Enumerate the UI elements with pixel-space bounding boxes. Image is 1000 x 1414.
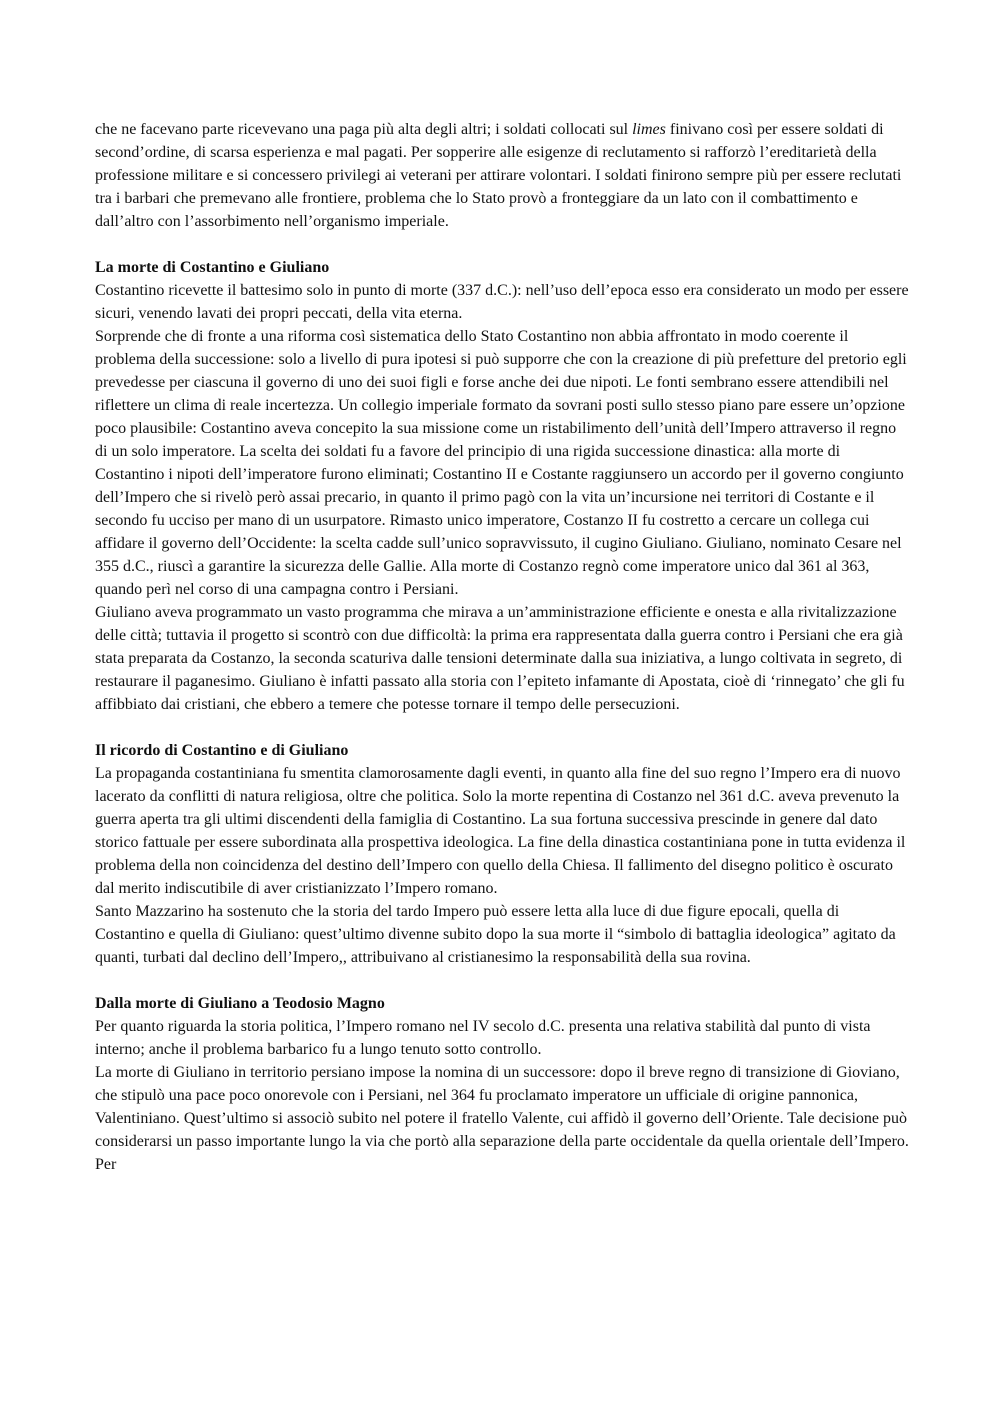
intro-text-part1: che ne facevano parte ricevevano una paga più alta degli altri; i soldati collocati sul [95,121,633,138]
section-heading: Il ricordo di Costantino e di Giuliano [95,742,349,759]
section-giuliano-teodosio [95,992,910,1176]
intro-text-part2: finivano così per essere soldati di second’ordine, di scarsa esperienza e mal pagati. Per sopperire alle esigenze di reclutamento si rafforzò l’ereditarietà della professione militare e si concessero privilegi ai veterani per attirare volontari. I soldati finirono sempre più per essere reclutati tra i barbari che premevano alle frontiere, problema che lo Stato provò a fronteggiare da un lato con il combattimento e dall’altro con l’assorbimento nell’organismo imperiale. [95,121,902,230]
section-paragraph: Costantino ricevette il battesimo solo in punto di morte (337 d.C.): nell’uso dell’epoca esso era considerato un modo per essere sicuri, venendo lavati dei propri peccati, della vita eterna. [95,282,909,322]
section-morte-costantino-giuliano [95,256,910,716]
section-paragraph: Per quanto riguarda la storia politica, l’Impero romano nel IV secolo d.C. presenta una relativa stabilità dal punto di vista interno; anche il problema barbarico fu a lungo tenuto sotto controllo. [95,1018,871,1058]
intro-paragraph [95,118,910,233]
section-paragraph: La morte di Giuliano in territorio persiano impose la nomina di un successore: dopo il breve regno di transizione di Gioviano, che stipulò una pace poco onorevole con i Persiani, nel 364 fu proclamato imperatore un ufficiale di origine pannonica, Valentiniano. Quest’ultimo si associò subito nel potere il fratello Valente, cui affidò il governo dell’Oriente. Tale decisione può considerarsi un passo importante lungo la via che portò alla separazione della parte occidentale da quella orientale dell’Impero. Per [95,1064,909,1173]
section-paragraph: Santo Mazzarino ha sostenuto che la storia del tardo Impero può essere letta alla luce di due figure epocali, quella di Costantino e quella di Giuliano: quest’ultimo divenne subito dopo la sua morte il “simbolo di battaglia ideologica” agitato da quanti, turbati dal declino dell’Impero,, attribuivano al cristianesimo la responsabilità della sua rovina. [95,903,896,966]
document-page [95,118,910,1176]
section-paragraph: La propaganda costantiniana fu smentita clamorosamente dagli eventi, in quanto alla fine del suo regno l’Impero era di nuovo lacerato da conflitti di natura religiosa, oltre che politica. Solo la morte repentina di Costanzo nel 361 d.C. aveva prevenuto la guerra aperta tra gli ultimi discendenti della famiglia di Costantino. La sua fortuna successiva prescinde in genere dal dato storico fattuale per essere subordinata alla prospettiva ideologica. La fine della dinastica costantiniana pone in tutta evidenza il problema della non coincidenza del destino dell’Impero con quello della Chiesa. Il fallimento del disegno politico è oscurato dal merito indiscutibile di aver cristianizzato l’Impero romano. [95,765,906,897]
section-paragraph: Sorprende che di fronte a una riforma così sistematica dello Stato Costantino non abbia affrontato in modo coerente il problema della successione: solo a livello di pura ipotesi si può supporre che con la creazione di più prefetture del pretorio egli prevedesse per ciascuna il governo di uno dei suoi figli e forse anche dei due nipoti. Le fonti sembrano essere attendibili nel riflettere un clima di reale incertezza. Un collegio imperiale formato da sovrani posti sullo stesso piano pare essere un’opzione poco plausibile: Costantino aveva concepito la sua missione come un ristabilimento dell’unità dell’Impero attraverso il regno di un solo imperatore. La scelta dei soldati fu a favore del principio di una rigida successione dinastica: alla morte di Costantino i nipoti dell’imperatore furono eliminati; Costantino II e Costante raggiunsero un accordo per il governo congiunto dell’Impero che si rivelò però assai precario, in quanto il primo pagò con la vita un’incursione nei territori di Costante e il secondo fu ucciso per mano di un usurpatore. Rimasto unico imperatore, Costanzo II fu costretto a cercare un collega cui affidare il governo dell’Occidente: la scelta cadde sull’unico sopravvissuto, il cugino Giuliano. Giuliano, nominato Cesare nel 355 d.C., riuscì a garantire la sicurezza delle Gallie. Alla morte di Costanzo regnò come imperatore unico dal 361 al 363, quando perì nel corso di una campagna contro i Persiani. [95,328,907,598]
intro-term-limes: limes [632,121,666,138]
section-ricordo-costantino-giuliano [95,739,910,969]
section-heading: Dalla morte di Giuliano a Teodosio Magno [95,995,385,1012]
section-paragraph: Giuliano aveva programmato un vasto programma che mirava a un’amministrazione efficiente e onesta e alla rivitalizzazione delle città; tuttavia il progetto si scontrò con due difficoltà: la prima era rappresentata dalla guerra contro i Persiani che era già stata preparata da Costanzo, la seconda scaturiva dalle tensioni determinate dalla sua iniziativa, a lungo coltivata in segreto, di restaurare il paganesimo. Giuliano è infatti passato alla storia con l’epiteto infamante di Apostata, cioè di ‘rinnegato’ che gli fu affibbiato dai cristiani, che ebbero a temere che potesse tornare il tempo delle persecuzioni. [95,604,905,713]
section-heading: La morte di Costantino e Giuliano [95,259,330,276]
